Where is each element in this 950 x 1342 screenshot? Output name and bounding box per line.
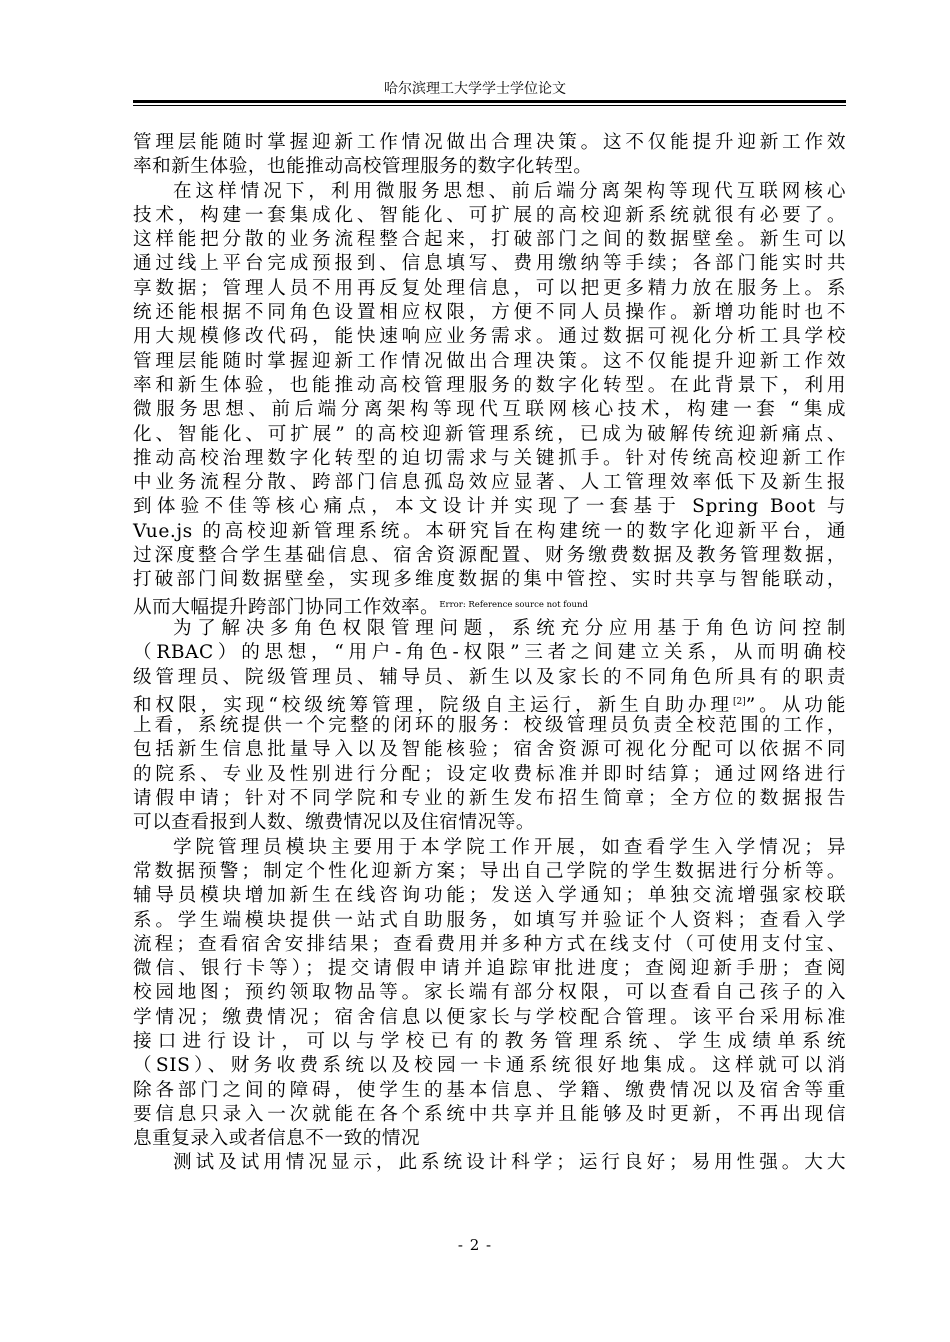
text-line: 用大规模修改代码，能快速响应业务需求。通过数据可视化分析工具学校 (133, 326, 846, 348)
text-line: 通过线上平台完成预报到、信息填写、费用缴纳等手续；各部门能实时共 (133, 253, 846, 275)
text-line: 要信息只录入一次就能在各个系统中共享并且能够及时更新，不再出现信 (133, 1103, 846, 1125)
text-line: 管理层能随时掌握迎新工作情况做出合理决策。这不仅能提升迎新工作效 (133, 132, 846, 153)
text-line: 这样能把分散的业务流程整合起来，打破部门之间的数据壁垒。新生可以 (133, 229, 846, 251)
text-line: 流程；查看宿舍安排结果；查看费用并多种方式在线支付（可使用支付宝、 (133, 933, 846, 955)
text-line: 辅导员模块增加新生在线咨询功能；发送入学通知；单独交流增强家校联 (133, 885, 846, 907)
text-line: 推动高校治理数字化转型的迫切需求与关键抓手。针对传统高校迎新工作 (133, 447, 846, 469)
text-line: 测试及试用情况显示，此系统设计科学；运行良好；易用性强。大大 (173, 1152, 846, 1174)
text-line: 上看，系统提供一个完整的闭环的服务：校级管理员负责全校范围的工作， (133, 715, 846, 737)
reference-error: Error: Reference source not found (439, 599, 588, 610)
header-rule-thin (133, 105, 846, 106)
text-line: 中业务流程分散、跨部门信息孤岛效应显著、人工管理效率低下及新生报 (133, 472, 846, 494)
text-line: 常数据预警；制定个性化迎新方案；导出自己学院的学生数据进行分析等。 (133, 860, 846, 882)
text-line: 享数据；管理人员不用再反复处理信息，可以把更多精力放在服务上。系 (133, 277, 846, 299)
text-line: 除各部门之间的障碍，使学生的基本信息、学籍、缴费情况以及宿舍等重 (133, 1079, 846, 1101)
text-line: （SIS）、财务收费系统以及校园一卡通系统很好地集成。这样就可以消 (133, 1055, 846, 1077)
text-line-content: 从而大幅提升跨部门协同工作效率。 (133, 596, 440, 618)
text-line: 管理层能随时掌握迎新工作情况做出合理决策。这不仅能提升迎新工作效 (133, 350, 846, 372)
text-line: 率和新生体验，也能推动高校管理服务的数字化转型。 (133, 156, 593, 178)
header-rule-thick (133, 100, 846, 103)
text-line: 微信、银行卡等）；提交请假申请并追踪审批进度；查阅迎新手册；查阅 (133, 958, 846, 980)
text-line: 校园地图；预约领取物品等。家长端有部分权限，可以查看自己孩子的入 (133, 982, 846, 1004)
text-line (133, 593, 846, 617)
text-line-content: 和权限，实现“校级统筹管理，院级自主运行，新生自助办理 (133, 694, 733, 716)
text-line: 过深度整合学生基础信息、宿舍资源配置、财务缴费数据及教务管理数据， (133, 545, 846, 567)
text-line: 息重复录入或者信息不一致的情况 (133, 1128, 421, 1150)
text-line: 级管理员、院级管理员、辅导员、新生以及家长的不同角色所具有的职责 (133, 666, 846, 688)
page-header: 哈尔滨理工大学学士学位论文 (384, 81, 566, 97)
text-line: 在这样情况下，利用微服务思想、前后端分离架构等现代互联网核心 (173, 180, 846, 202)
text-line: Vue.js 的高校迎新管理系统。本研究旨在构建统一的数字化迎新平台，通 (133, 520, 846, 542)
text-line: 打破部门间数据壁垒，实现多维度数据的集中管控、实时共享与智能联动， (133, 569, 846, 591)
text-line: 统还能根据不同角色设置相应权限，方便不同人员操作。新增功能时也不 (133, 302, 846, 324)
text-line: （RBAC）的思想，“用户-角色-权限”三者之间建立关系，从而明确校 (133, 642, 846, 664)
text-line-content: ”。从功能 (745, 694, 846, 716)
body-text (133, 131, 846, 1176)
text-line: 率和新生体验，也能推动高校管理服务的数字化转型。在此背景下，利用 (133, 374, 846, 396)
text-line (133, 690, 846, 714)
text-line: 包括新生信息批量导入以及智能核验；宿舍资源可视化分配可以依据不同 (133, 739, 846, 761)
page-number: - 2 - (457, 1236, 493, 1254)
citation: [2] (732, 696, 746, 707)
text-line: 请假申请；针对不同学院和专业的新生发布招生简章；全方位的数据报告 (133, 788, 846, 810)
text-line: 的院系、专业及性别进行分配；设定收费标准并即时结算；通过网络进行 (133, 763, 846, 785)
text-line: 可以查看报到人数、缴费情况以及住宿情况等。 (133, 812, 536, 834)
text-line: 学院管理员模块主要用于本学院工作开展，如查看学生入学情况；异 (173, 836, 846, 858)
text-line: 学情况；缴费情况；宿舍信息以便家长与学校配合管理。该平台采用标准 (133, 1006, 846, 1028)
text-line: 接口进行设计，可以与学校已有的教务管理系统、学生成绩单系统 (133, 1030, 846, 1052)
text-line: 为了解决多角色权限管理问题，系统充分应用基于角色访问控制 (173, 617, 846, 639)
text-line: 系。学生端模块提供一站式自助服务，如填写并验证个人资料；查看入学 (133, 909, 846, 931)
text-line: 技术，构建一套集成化、智能化、可扩展的高校迎新系统就很有必要了。 (133, 204, 846, 226)
text-line: 化、智能化、可扩展” 的高校迎新管理系统，已成为破解传统迎新痛点、 (133, 423, 846, 445)
text-line: 微服务思想、前后端分离架构等现代互联网核心技术，构建一套 “集成 (133, 399, 846, 421)
text-line: 到体验不佳等核心痛点，本文设计并实现了一套基于 Spring Boot 与 (133, 496, 846, 518)
